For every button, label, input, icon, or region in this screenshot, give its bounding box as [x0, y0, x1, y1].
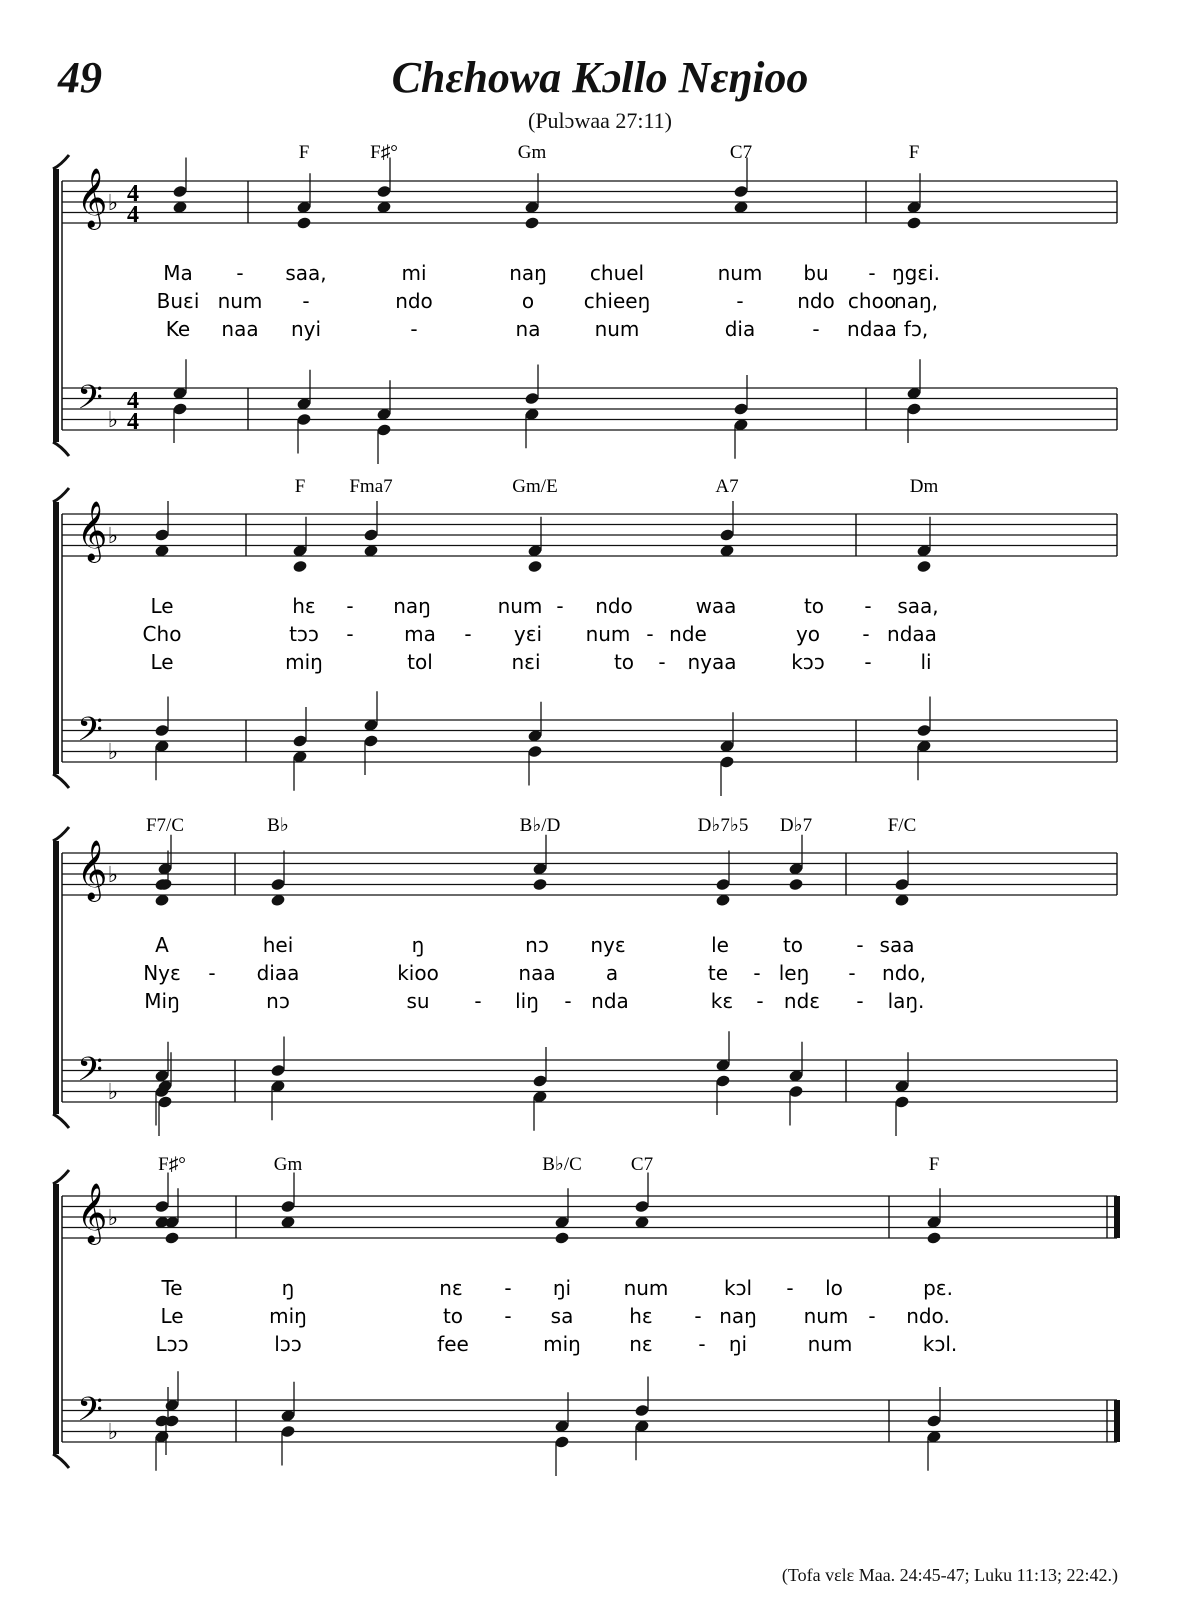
chord-symbol: F [908, 142, 920, 163]
flat-icon: ♭ [107, 191, 119, 216]
chord-symbol: B♭/C [542, 1154, 582, 1175]
lyric-syllable: mi [401, 261, 427, 285]
time-signature: 4 [127, 388, 139, 414]
lyric-syllable: Le [150, 650, 174, 674]
lyric-syllable: choo [847, 289, 897, 313]
lyric-syllable: kɔl. [922, 1332, 958, 1356]
lyric-syllable: naa [518, 961, 556, 985]
lyric-syllable: num [807, 1332, 853, 1356]
lyric-syllable: Lɔɔ [155, 1332, 189, 1356]
lyric-syllable: bu [803, 261, 829, 285]
flat-icon: ♭ [107, 408, 119, 433]
lyric-syllable: kɔɔ [791, 650, 825, 674]
system-bracket [53, 1184, 59, 1454]
lyric-hyphen: - [504, 1276, 512, 1300]
bracket-hook [53, 1170, 69, 1184]
lyric-hyphen: - [868, 1304, 876, 1328]
final-barline [1114, 1196, 1120, 1238]
lyric-syllable: le [711, 933, 729, 957]
lyric-syllable: kɔl [723, 1276, 753, 1300]
lyric-syllable: dia [724, 317, 756, 341]
lyric-syllable: naŋ [393, 594, 431, 618]
treble-note [788, 878, 804, 892]
time-signature: 4 [127, 202, 139, 228]
lyric-syllable: a [605, 961, 619, 985]
lyric-syllable: ŋ [411, 933, 425, 957]
chord-symbol: C7 [630, 1154, 654, 1175]
bracket-hook [53, 774, 69, 788]
final-barline [1114, 1400, 1120, 1442]
lyric-syllable: Nyɛ [143, 961, 181, 985]
lyric-syllable: yo [795, 622, 821, 646]
bass-clef-icon: 𝄢 [77, 379, 103, 425]
chord-symbol: D♭7 [779, 815, 813, 836]
footer-reference: (Tofa vɛlɛ Maa. 24:45-47; Luku 11:13; 22:42.) [781, 1565, 1118, 1585]
lyric-syllable: nɛ [439, 1276, 463, 1300]
chord-symbol: Gm/E [512, 476, 558, 497]
lyric-hyphen: - [756, 989, 764, 1013]
lyric-syllable: hɛ [292, 594, 316, 618]
lyric-syllable: fɔ, [903, 317, 929, 341]
lyric-syllable: ndaa [887, 622, 937, 646]
lyric-syllable: num [803, 1304, 849, 1328]
lyric-syllable: nɛi [511, 650, 541, 674]
chord-symbol: A7 [715, 476, 739, 497]
lyric-syllable: yɛi [513, 622, 543, 646]
lyric-hyphen: - [864, 594, 872, 618]
system-bracket [53, 169, 59, 442]
lyric-syllable: lɔɔ [274, 1332, 302, 1356]
chord-symbol: F [928, 1154, 940, 1175]
lyric-syllable: nde [669, 622, 707, 646]
hymn-title: Chɛhowa Kɔllo Nɛŋioo [391, 53, 809, 102]
lyric-syllable: na [515, 317, 541, 341]
treble-note [527, 560, 543, 574]
lyric-hyphen: - [302, 289, 310, 313]
lyric-syllable: kɛ [710, 989, 734, 1013]
lyric-syllable: saa [879, 933, 915, 957]
treble-clef-icon: 𝄞 [76, 168, 108, 228]
lyric-syllable: nɛ [629, 1332, 653, 1356]
lyric-hyphen: - [208, 961, 216, 985]
chord-symbol: F [294, 476, 306, 497]
lyric-hyphen: - [812, 317, 820, 341]
lyric-syllable: miŋ [269, 1304, 307, 1328]
lyric-hyphen: - [504, 1304, 512, 1328]
lyric-syllable: kioo [397, 961, 439, 985]
lyric-syllable: Miŋ [144, 989, 180, 1013]
lyric-syllable: lo [825, 1276, 843, 1300]
lyric-syllable: ŋi [552, 1276, 572, 1300]
lyric-hyphen: - [694, 1304, 702, 1328]
lyric-hyphen: - [474, 989, 482, 1013]
lyric-syllable: naŋ [719, 1304, 757, 1328]
treble-note [296, 216, 312, 230]
bracket-hook [53, 1454, 69, 1468]
lyric-syllable: fee [437, 1332, 469, 1356]
lyric-syllable: ŋgɛi. [891, 261, 941, 285]
treble-note [292, 560, 308, 574]
lyric-syllable: nɔ [525, 933, 549, 957]
lyric-syllable: ndaa [847, 317, 897, 341]
lyric-syllable: num [594, 317, 640, 341]
flat-icon: ♭ [107, 1420, 119, 1445]
chord-symbol: F7/C [145, 815, 185, 836]
lyric-syllable: nda [591, 989, 629, 1013]
lyric-syllable: ma [404, 622, 436, 646]
lyric-syllable: num [217, 289, 263, 313]
lyric-syllable: ndo, [882, 961, 926, 985]
lyric-syllable: to [782, 933, 804, 957]
lyric-hyphen: - [236, 261, 244, 285]
lyric-syllable: liŋ [515, 989, 539, 1013]
lyric-syllable: sa [550, 1304, 574, 1328]
lyric-hyphen: - [346, 594, 354, 618]
lyric-syllable: miŋ [285, 650, 323, 674]
lyric-syllable: ŋ [281, 1276, 295, 1300]
lyric-syllable: te [707, 961, 729, 985]
lyric-syllable: tɔɔ [289, 622, 319, 646]
chord-symbol: B♭/D [519, 815, 561, 836]
lyric-hyphen: - [736, 289, 744, 313]
lyric-syllable: num [497, 594, 543, 618]
lyric-syllable: nyi [290, 317, 322, 341]
scripture-reference: (Pulɔwaa 27:11) [528, 108, 672, 133]
lyric-syllable: diaa [256, 961, 300, 985]
system-bracket [53, 841, 59, 1114]
lyric-syllable: ndo [595, 594, 633, 618]
lyric-syllable: naa [221, 317, 259, 341]
lyric-syllable: nɔ [266, 989, 290, 1013]
chord-symbol: Dm [909, 476, 939, 497]
lyric-syllable: chieeŋ [583, 289, 651, 313]
lyric-syllable: saa, [285, 261, 327, 285]
bass-clef-icon: 𝄢 [77, 1391, 103, 1437]
lyric-syllable: ndɛ [783, 989, 821, 1013]
lyric-hyphen: - [556, 594, 564, 618]
bracket-hook [53, 1114, 69, 1128]
lyric-hyphen: - [464, 622, 472, 646]
treble-note [554, 1231, 570, 1245]
lyric-syllable: Buɛi [156, 289, 200, 313]
flat-icon: ♭ [107, 863, 119, 888]
time-signature: 4 [127, 181, 139, 207]
flat-icon: ♭ [107, 1080, 119, 1105]
treble-note [532, 878, 548, 892]
chord-symbol: Gm [273, 1154, 303, 1175]
lyric-syllable: laŋ. [887, 989, 925, 1013]
treble-note [926, 1231, 942, 1245]
lyric-hyphen: - [848, 961, 856, 985]
lyric-syllable: waa [695, 594, 737, 618]
lyric-syllable: Te [161, 1276, 183, 1300]
lyric-syllable: naŋ [509, 261, 547, 285]
lyric-syllable: ndo [797, 289, 835, 313]
treble-note [916, 560, 932, 574]
system-bracket [53, 502, 59, 774]
lyric-hyphen: - [346, 622, 354, 646]
lyric-hyphen: - [786, 1276, 794, 1300]
lyric-syllable: ndo. [906, 1304, 950, 1328]
lyric-hyphen: - [864, 650, 872, 674]
lyric-syllable: to [613, 650, 635, 674]
lyric-hyphen: - [862, 622, 870, 646]
lyric-syllable: saa, [897, 594, 939, 618]
treble-clef-icon: 𝄞 [76, 501, 108, 561]
lyric-hyphen: - [410, 317, 418, 341]
lyric-hyphen: - [856, 989, 864, 1013]
lyric-hyphen: - [856, 933, 864, 957]
treble-clef-icon: 𝄞 [76, 1183, 108, 1243]
lyric-syllable: Ma [163, 261, 193, 285]
treble-note [906, 216, 922, 230]
bracket-hook [53, 827, 69, 841]
chord-symbol: F♯° [158, 1154, 186, 1175]
lyric-syllable: nyaa [687, 650, 737, 674]
lyric-syllable: to [442, 1304, 464, 1328]
lyric-hyphen: - [646, 622, 654, 646]
hymn-number: 49 [58, 53, 102, 102]
lyric-syllable: li [920, 650, 932, 674]
lyric-syllable: ndo [395, 289, 433, 313]
flat-icon: ♭ [107, 1206, 119, 1231]
time-signature: 4 [127, 409, 139, 435]
lyric-syllable: pɛ. [923, 1276, 953, 1300]
lyric-syllable: num [623, 1276, 669, 1300]
bass-clef-icon: 𝄢 [77, 711, 103, 757]
lyric-syllable: naŋ, [894, 289, 938, 313]
lyric-syllable: su [406, 989, 430, 1013]
flat-icon: ♭ [107, 524, 119, 549]
bracket-hook [53, 488, 69, 502]
lyric-syllable: to [803, 594, 825, 618]
chord-symbol: F/C [887, 815, 917, 836]
chord-symbol: C7 [729, 142, 753, 163]
lyric-hyphen: - [564, 989, 572, 1013]
lyric-syllable: num [717, 261, 763, 285]
chord-symbol: D♭7♭5 [697, 815, 749, 836]
lyric-syllable: Ke [165, 317, 191, 341]
lyric-syllable: nyɛ [590, 933, 626, 957]
lyric-syllable: o [521, 289, 535, 313]
lyric-syllable: Cho [142, 622, 182, 646]
lyric-syllable: hei [262, 933, 294, 957]
lyric-syllable: hɛ [629, 1304, 653, 1328]
lyric-hyphen: - [658, 650, 666, 674]
chord-symbol: B♭ [267, 815, 289, 836]
lyric-hyphen: - [698, 1332, 706, 1356]
lyric-syllable: leŋ [778, 961, 810, 985]
treble-note [524, 216, 540, 230]
chord-symbol: Gm [517, 142, 547, 163]
lyric-syllable: Le [150, 594, 174, 618]
chord-symbol: F [298, 142, 310, 163]
bass-clef-icon: 𝄢 [77, 1051, 103, 1097]
treble-clef-icon: 𝄞 [76, 840, 108, 900]
lyric-syllable: num [585, 622, 631, 646]
chord-symbol: Fma7 [349, 476, 393, 497]
bracket-hook [53, 442, 69, 456]
treble-note [164, 1231, 180, 1245]
flat-icon: ♭ [107, 740, 119, 765]
lyric-syllable: ŋi [728, 1332, 748, 1356]
lyric-syllable: miŋ [543, 1332, 581, 1356]
lyric-syllable: Le [160, 1304, 184, 1328]
chord-symbol: F♯° [370, 142, 398, 163]
bracket-hook [53, 155, 69, 169]
lyric-syllable: tol [407, 650, 433, 674]
lyric-hyphen: - [868, 261, 876, 285]
lyric-hyphen: - [753, 961, 761, 985]
lyric-syllable: chuel [589, 261, 645, 285]
lyric-syllable: A [155, 933, 169, 957]
